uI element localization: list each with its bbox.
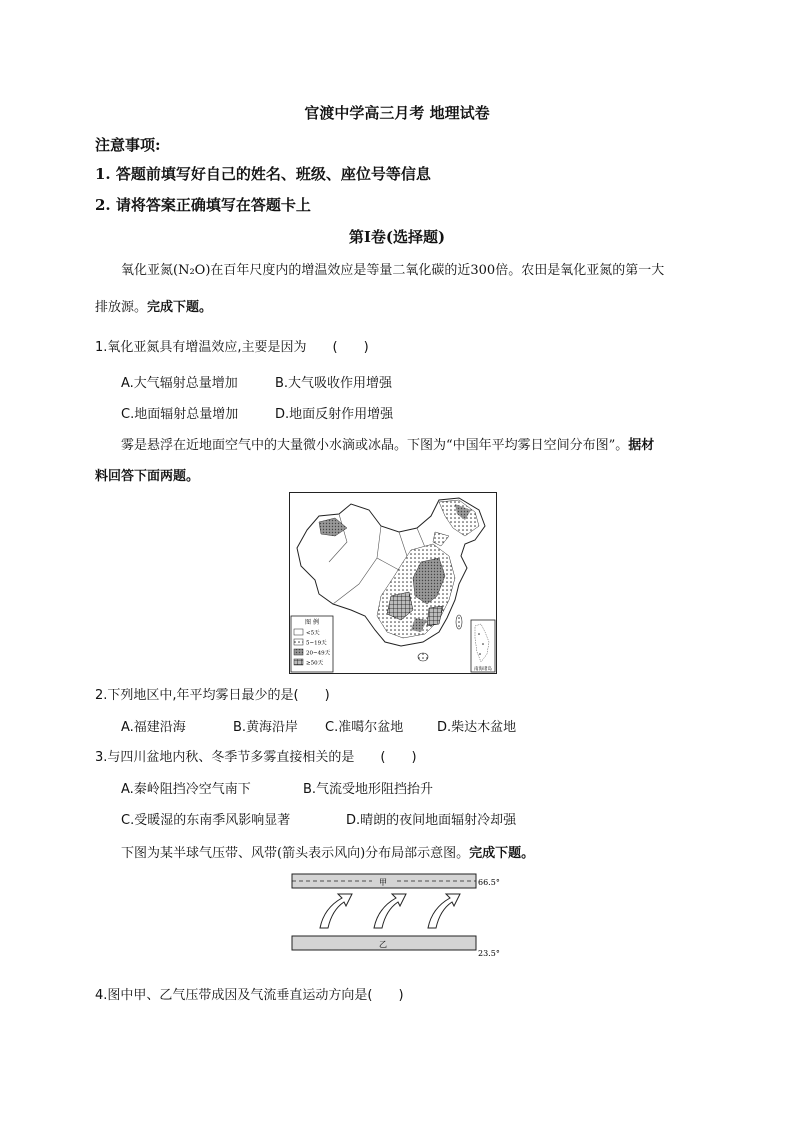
label-yi: 乙	[379, 940, 387, 949]
label-jia: 甲	[379, 878, 387, 887]
question-2-option-c: C.准噶尔盆地	[325, 720, 404, 735]
question-1-option-d: D.地面反射作用增强	[275, 407, 394, 422]
legend-label-4: ≥50天	[306, 660, 324, 667]
question-3-option-c: C.受暖湿的东南季风影响显著	[121, 813, 291, 828]
passage-1-instruction: 完成下题。	[147, 300, 213, 315]
taiwan-island	[456, 615, 462, 629]
section-title: 第I卷(选择题)	[348, 228, 446, 246]
inset-label: 南海诸岛	[474, 667, 492, 672]
question-1-stem: 1.氧化亚氮具有增温效应,主要是因为 ( )	[95, 340, 369, 355]
question-2-option-a: A.福建沿海	[121, 720, 186, 735]
notice-item-2: 2. 请将答案正确填写在答题卡上	[95, 196, 311, 214]
question-4-stem: 4.图中甲、乙气压带成因及气流垂直运动方向是( )	[95, 988, 404, 1003]
wind-arrow-1	[320, 894, 352, 928]
question-3-stem: 3.与四川盆地内秋、冬季节多雾直接相关的是 ( )	[95, 750, 417, 765]
passage-1-line-2	[95, 296, 212, 315]
legend-label-2: 5~19天	[306, 640, 327, 647]
legend-label-1: <5天	[306, 630, 320, 637]
hainan-island	[418, 653, 428, 661]
wind-arrow-3	[428, 894, 460, 928]
question-1-option-a: A.大气辐射总量增加	[121, 376, 238, 391]
legend-swatch-4	[294, 659, 303, 665]
legend-swatch-1	[294, 629, 303, 635]
question-3-option-b: B.气流受地形阻挡抬升	[303, 782, 434, 797]
question-2-option-b: B.黄海沿岸	[233, 720, 299, 735]
legend-swatch-2	[294, 639, 303, 645]
passage-2-line-1	[121, 434, 654, 453]
wind-arrow-2	[374, 894, 406, 928]
passage-3-text: 下图为某半球气压带、风带(箭头表示风向)分布局部示意图。	[121, 846, 470, 861]
question-1-option-c: C.地面辐射总量增加	[121, 407, 239, 422]
passage-2-instruction-a: 据材	[628, 438, 655, 453]
notice-item-1: 1. 答题前填写好自己的姓名、班级、座位号等信息	[95, 165, 431, 183]
pressure-belt-diagram	[290, 870, 504, 960]
passage-1-line-1: 氧化亚氮(N₂O)在百年尺度内的增温效应是等量二氧化碳的近300倍。农田是氧化亚氮的第一大	[121, 263, 665, 278]
label-66-5: 66.5°	[478, 878, 500, 887]
label-23-5: 23.5°	[478, 949, 500, 958]
question-2-option-d: D.柴达木盆地	[437, 720, 517, 735]
question-3-option-a: A.秦岭阻挡冷空气南下	[121, 782, 251, 797]
legend-swatch-3	[294, 649, 303, 655]
legend-label-3: 20~49天	[306, 650, 331, 657]
passage-3-instruction: 完成下题。	[469, 846, 535, 861]
passage-3-line	[121, 842, 534, 861]
page-title: 官渡中学高三月考 地理试卷	[304, 104, 490, 122]
legend-title: 图 例	[305, 619, 319, 626]
question-2-stem: 2.下列地区中,年平均雾日最少的是( )	[95, 688, 330, 703]
notice-heading: 注意事项:	[95, 136, 161, 154]
passage-2-text: 雾是悬浮在近地面空气中的大量微小水滴或冰晶。下图为“中国年平均雾日空间分布图”。	[121, 438, 629, 453]
question-1-option-b: B.大气吸收作用增强	[275, 376, 393, 391]
fog-map-figure	[289, 492, 497, 674]
question-3-option-d: D.晴朗的夜间地面辐射冷却强	[346, 813, 517, 828]
passage-2-line-2: 料回答下面两题。	[95, 469, 200, 484]
passage-1-text: 排放源。	[95, 300, 148, 315]
